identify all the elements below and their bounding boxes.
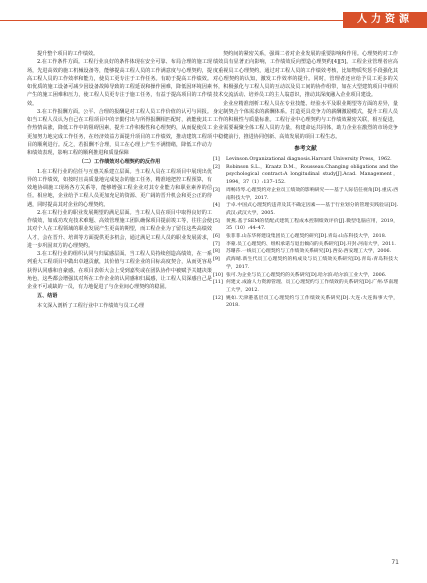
reference-text: 周畅诗琴.心理契约对企业员工绩效的影响研究——基于人际信任视角[D].重庆:西南科技大学，2017. — [226, 187, 398, 201]
body-paragraph: 1.在工程行业的信任与互惠关系建立层面。当工程人员在工程项目中展现出优异的工作绩效，如按时且高质量地完成复杂的施工任务，精准地把控工程预算，有效地协调施工现场各方关系等，能够增强工程企业对其专业能力和职业素养的信任。相应地，企业给予工程人员更加充足的资源、更广阔的晋升机会和更公正的待遇，同时提高其对企业的心理契约。 — [27, 168, 212, 208]
left-column — [27, 50, 212, 310]
reference-text: 苏珊莎.一线员工心理契约与工作绩效关系研究[D].西安:西安理工大学，2006. — [226, 249, 392, 255]
reference-item — [213, 248, 398, 256]
reference-text: 姚如.天津港基层员工心理契约与工作绩效关系研究[D].大连:大连海事大学，2018. — [226, 295, 398, 309]
section-label: 人力资源 — [343, 12, 427, 28]
page-number: 71 — [391, 559, 399, 566]
right-column — [213, 50, 398, 310]
reference-item — [213, 156, 398, 164]
reference-text: Robinson S.L.，Kraatz D.M.，Rousseau.Changing obligations and the psychological contract:A longitudinal study[J].Acad. Management，1994，37（1）:137–152. — [226, 164, 398, 186]
reference-number: [4] — [213, 203, 220, 209]
reference-number: [9] — [213, 257, 220, 263]
body-paragraph: 提升整个项目的工作绩效。 — [37, 51, 99, 57]
body-paragraph: 2.在工程行业的职业发展期望的满足层面。当工程人员在项目中取得良好的工作绩效，如成功攻克技术难题、高效管理施工团队确保项目提前竣工等，往往会使其对个人在工程领域的职业发展产生更高的期望，而工程企业为了留住这些高绩效人才，会在晋升、培训等方面提供更多机会，通过满足工程人员的职业发展需求，进一步巩固双方的心理契约。 — [27, 209, 212, 249]
reference-item — [213, 233, 398, 241]
reference-number: [2] — [213, 164, 220, 170]
body-paragraph: 3.在工程行业的组织认同与归属感层面。当工程人员持续创造高绩效，在一系列重大工程项目中做出卓越贡献，其价值与工程企业的目标高度契合，从而更容易获得认同感和自豪感。在项目表彰大会上受到嘉奖或在团队协作中被赋予关键决策角色，这些都会增强其对所在工作企业的认同感和归属感，让工程人员深感自己是企业不可或缺的一员，有力地促进了与企业间心理契约的稳固。 — [27, 251, 212, 290]
reference-text: 于卓.中国式心理契约违背及其不确定因素——基于行业划分的管理实践验证[D].武汉:武汉大学，2005. — [226, 203, 398, 216]
body-paragraph: 本文深入剖析了工程行业中工作绩效与员工心理 — [37, 302, 144, 309]
reference-item — [213, 241, 398, 249]
running-header — [0, 12, 427, 28]
reference-number: [3] — [213, 187, 220, 193]
reference-number: [10] — [213, 272, 223, 278]
reference-number: [5] — [213, 218, 220, 224]
reference-text: Levinson.Organizational diagnosis.Harvard University Press，1962. — [226, 157, 392, 162]
section-heading: 五、结语 — [37, 293, 58, 300]
reference-list — [213, 156, 398, 310]
reference-number: [8] — [213, 249, 220, 255]
reference-item — [213, 202, 398, 217]
reference-text: 何建文.成渝人力资源管理、员工心理契约与工作绩效的关系研究[D].广州:华南理工大学，2012. — [226, 280, 398, 293]
references-title: 参考文献 — [294, 145, 317, 152]
body-paragraph: 3.在工作报酬方面。公平、合理的报酬是对工程人员工作价值的认可与回报。如当工程人员认为自己在工程项目中的辛勤付出与所得报酬相匹配时，就能使其工作热情高涨，降低工作中的阻碍因素，提升工作积极性和心理契约，从而促使员工更加努力地完成工作任务，在经济效益方面提升项目的工作绩效，推动建筑工程项目的顺利进行。反之，若报酬不合理，员工在心理上产生不满情绪，降低工作动力和绩效表现，影响工程的顺利推进和质量保障 — [27, 108, 212, 156]
reference-number: [1] — [213, 157, 220, 162]
reference-text: 张可.为企业与员工心理契约的关系研究[D].哈尔滨:哈尔滨工业大学，2006. — [226, 272, 387, 278]
reference-item — [213, 279, 398, 294]
reference-text: 李蒙.员工心理契约、组织承诺与退出倾向的关系研究[D].开封:河南大学，2011. — [226, 241, 396, 247]
reference-item — [213, 272, 398, 280]
reference-number: [7] — [213, 241, 220, 247]
reference-text: 武海晴.新生代员工心理契约的构成及与员工绩效关系研究[D].青岛:青岛科技大学，2017. — [226, 257, 398, 270]
body-paragraph: 2.在工作条件方面。工程行业良好的条件体现在安全可靠、布局合理的施工现场，先进高效的施工机械设备等，能够提高工程人员的工作满意度与心理契约，提高工程人员的工作效率和能力，使员工更专注于工作任务。有助于提高工作绩效。如优质的施工设备可减少因设备故障导致的工程延误和操作困难，降低因环境因素产生的施工困难和压力，使工程人员更专注于施工任务，有益于提高项目的工作绩效。 — [27, 59, 212, 107]
body-paragraph: 契约间的紧密关系，强调二者对企业发展的重要影响和作用。心理契约对工作绩效具有显著正向影响，工作绩效反向塑造心理契约[4][5]。工程企业管理者应高度重视员工心理契约，通过对工程人员的工作绩效考核，比如物质奖惩手段强化其对心理契约的认知，激发工作效率的提升。同时，管理者还应给予员工更多的关怀，积极强化与工程人员的互动以及员工间的协作组带，如在大型建筑项目中组织技术交流活动、培养员工的主人翁意识，推动其深度融入企业项目建设。 — [213, 51, 398, 99]
body-paragraph: 企业应精准剖析工程人员在专业技能、经验水平及职业期望等方面的差异，量身定制契合个体需求的薪酬体系。打造更具竞争力的薪酬激励模式，提升工程人员工作的积极性与质量标准。工程行业中心理契约与工作绩效紧密关联，相互促进，企业需要凝聚全体工程人员的力量，构建命运共同体，助力企业在激烈的市场竞争中稳健前行，推进协同创新、高效发展的项目工程生态。 — [213, 100, 398, 140]
reference-text: 黄燕.基于SEM的装配式建筑工程成本控制绩效评价[J].微型电脑应用，2019，35（10）:44–47. — [226, 218, 398, 232]
reference-number: [11] — [213, 280, 223, 286]
subsection-heading: （二）工作绩效对心理契约的反作用 — [78, 159, 161, 166]
reference-text: 张菲菲.山东华将建设集团员工心理契约研究[D].青岛:山东科技大学，2018. — [226, 234, 387, 240]
reference-item — [213, 164, 398, 187]
reference-number: [12] — [213, 295, 223, 301]
reference-item — [213, 218, 398, 233]
reference-item — [213, 256, 398, 271]
right-paragraphs — [213, 50, 398, 141]
reference-number: [6] — [213, 234, 220, 240]
reference-item — [213, 187, 398, 202]
reference-item — [213, 295, 398, 310]
